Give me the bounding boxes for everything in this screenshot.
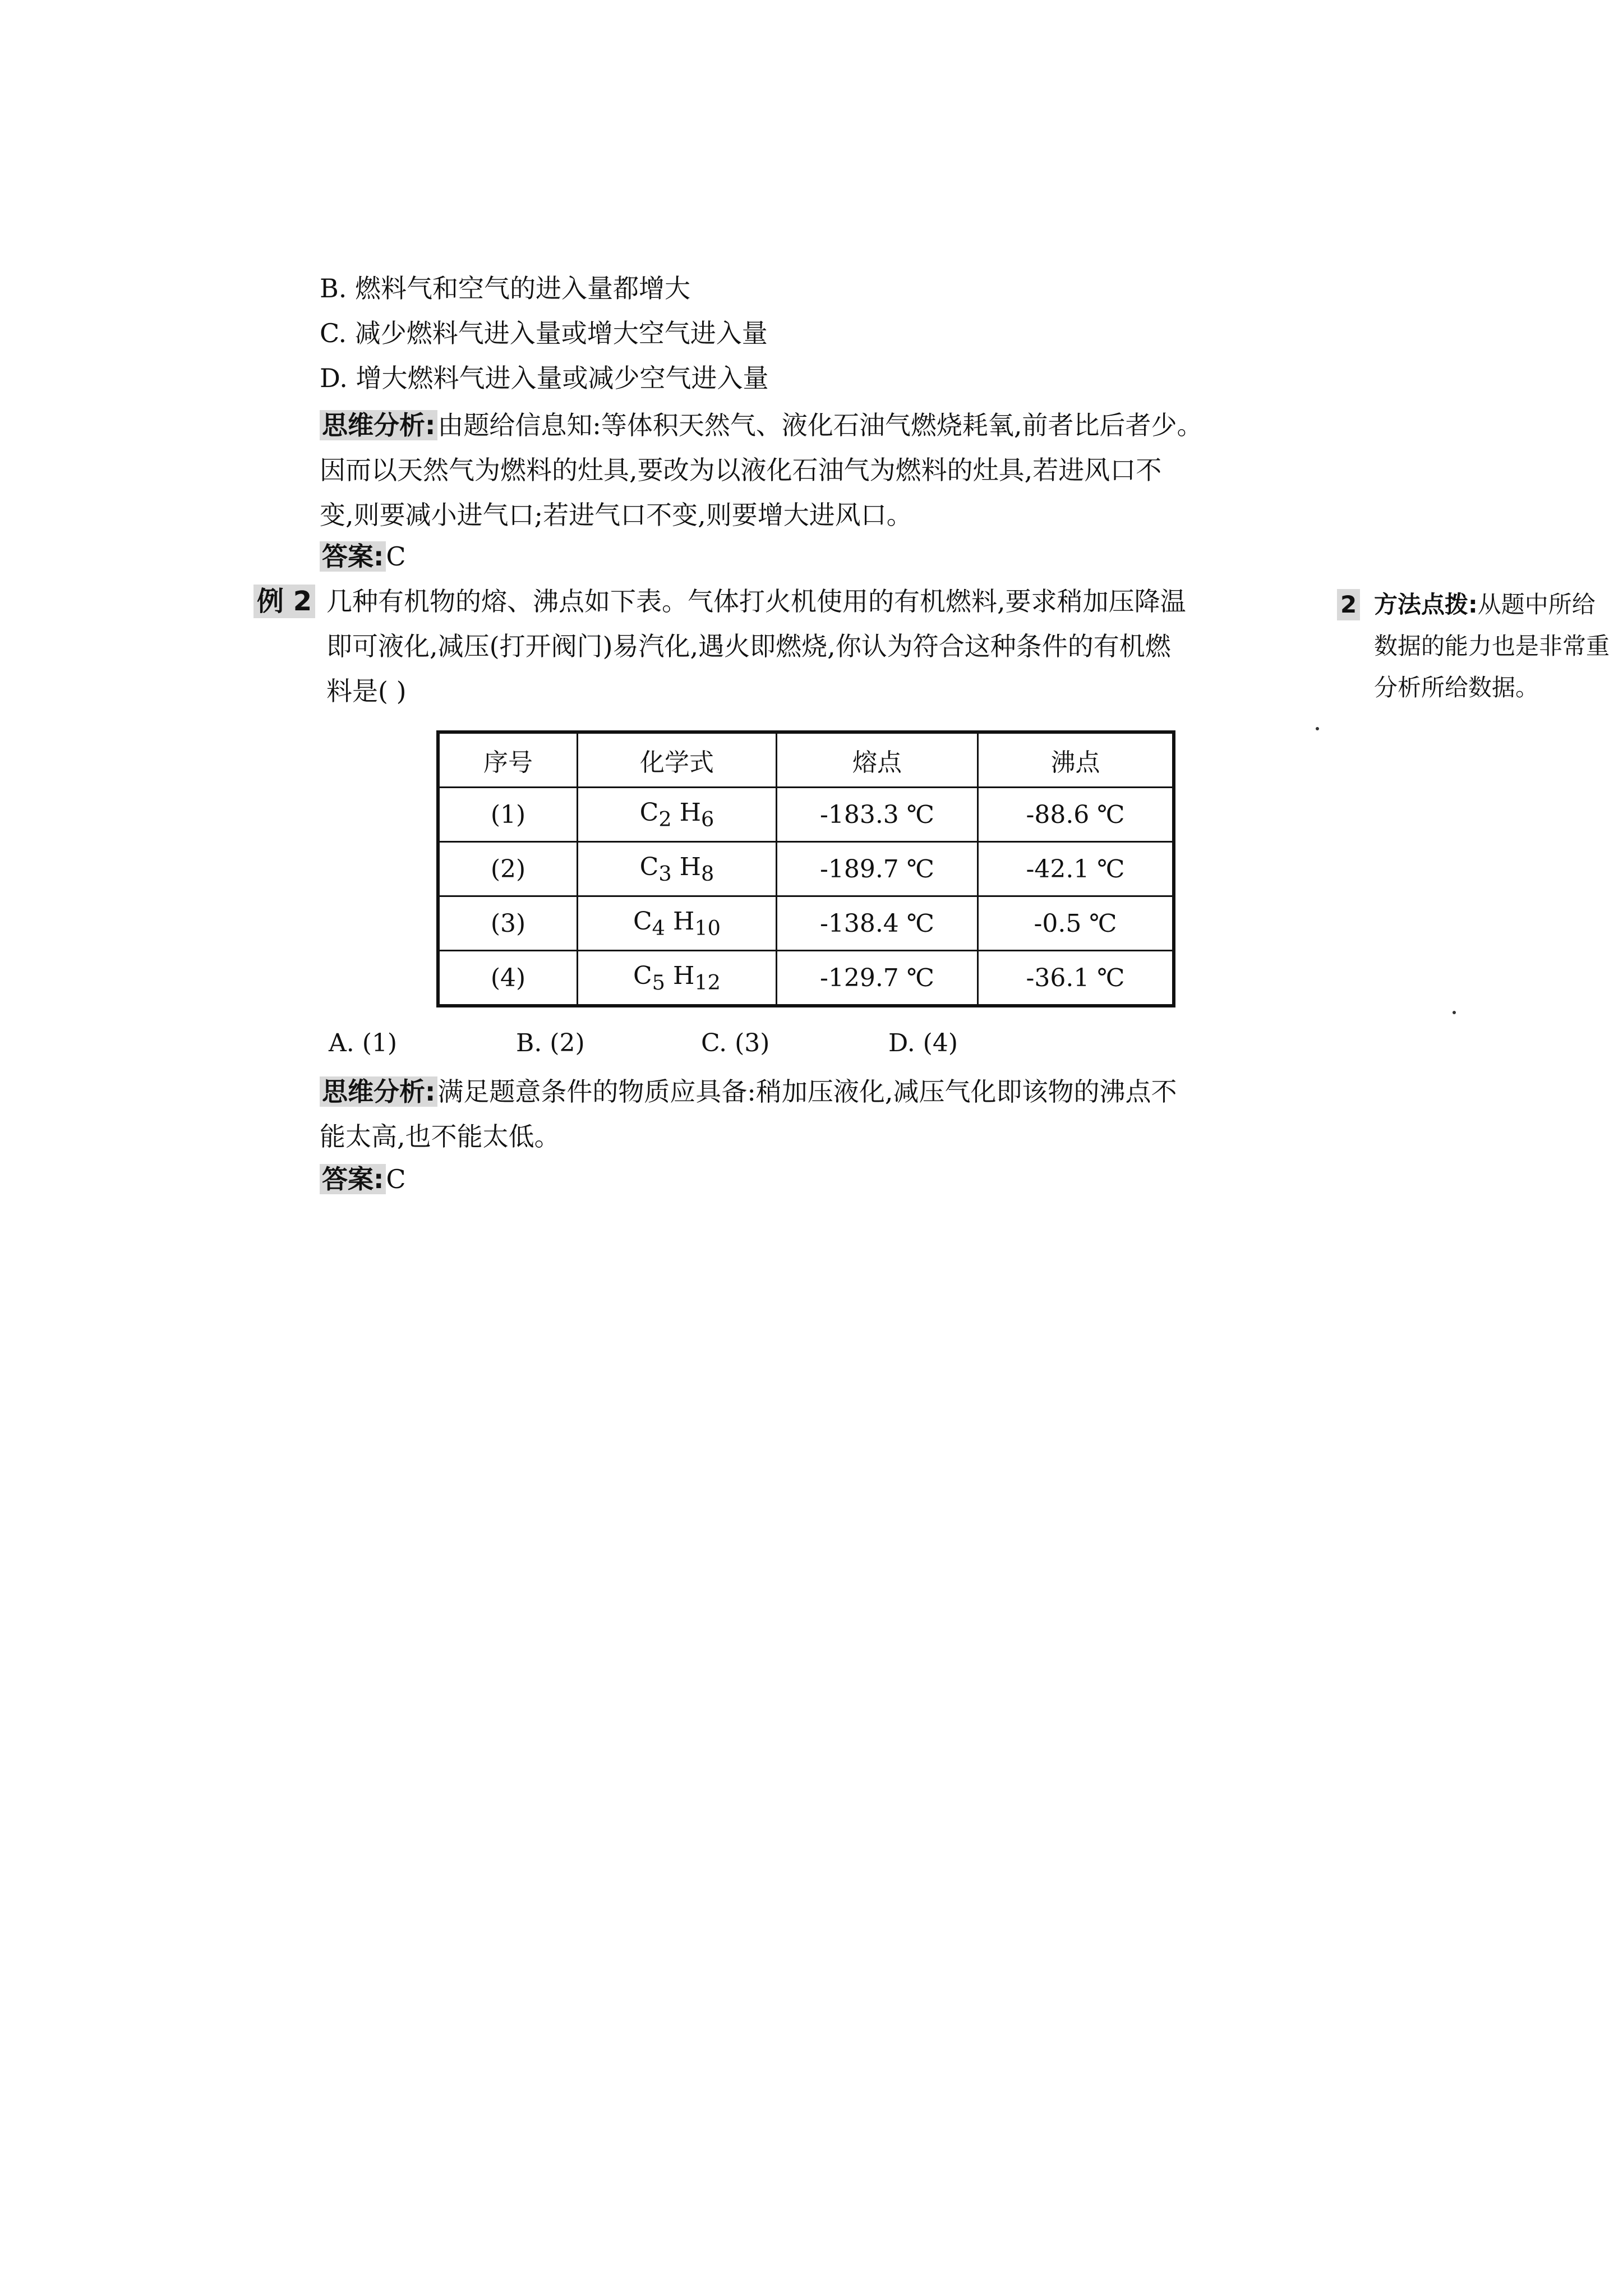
example-2-stem-line-2: 即可液化,减压(打开阀门)易汽化,遇火即燃烧,你认为符合这种条件的有机燃 [326, 631, 1171, 661]
answer-label: 答案: [320, 1164, 386, 1194]
option-c: C. 减少燃料气进入量或增大空气进入量 [320, 318, 768, 348]
example-2-stem-line-1: 几种有机物的熔、沸点如下表。气体打火机使用的有机燃料,要求稍加压降温 [326, 586, 1186, 616]
option-a: A. (1) [329, 1029, 398, 1057]
cell-number: (1) [438, 788, 578, 842]
example-2-stem-line-3: 料是( ) [326, 676, 407, 706]
cell-melting-point: -129.7 ℃ [777, 951, 978, 1006]
table-row [438, 788, 1174, 842]
table-row [438, 842, 1174, 896]
cell-number: (2) [438, 842, 578, 896]
answer-2 [320, 1162, 406, 1196]
cell-melting-point: -138.4 ℃ [777, 896, 978, 951]
cell-formula: $C_2$ $H_6$ [578, 788, 777, 842]
analysis-text: 满足题意条件的物质应具备:稍加压液化,减压气化即该物的沸点不 [437, 1076, 1177, 1107]
cell-boiling-point: -88.6 ℃ [978, 788, 1174, 842]
answer-1 [320, 540, 406, 573]
analysis-1-line-2: 因而以天然气为燃料的灶具,要改为以液化石油气为燃料的灶具,若进风口不 [320, 455, 1162, 485]
analysis-2-line-2: 能太高,也不能太低。 [320, 1121, 560, 1152]
analysis-1-line-1 [320, 408, 1203, 442]
organic-compounds-table [436, 730, 1175, 1007]
header-boiling-point: 沸点 [978, 732, 1174, 788]
table-row [438, 951, 1174, 1006]
method-tip-line-2: 数据的能力也是非常重 [1374, 632, 1610, 660]
analysis-2-line-1 [320, 1075, 1177, 1108]
analysis-label: 思维分析: [320, 410, 437, 440]
cell-number: (3) [438, 896, 578, 951]
analysis-label: 思维分析: [320, 1076, 437, 1107]
example-2-tag: 例 2 [253, 585, 315, 618]
method-tip-tag: 2 [1337, 589, 1360, 620]
answer-label: 答案: [320, 541, 386, 572]
cell-formula: $C_4$ $H_{10}$ [578, 896, 777, 951]
option-c: C. (3) [701, 1029, 770, 1057]
cell-formula: $C_5$ $H_{12}$ [578, 951, 777, 1006]
cell-formula: $C_3$ $H_8$ [578, 842, 777, 896]
header-number: 序号 [438, 732, 578, 788]
scan-speck [1316, 727, 1319, 730]
analysis-1-line-3: 变,则要减小进气口;若进气口不变,则要增大进风口。 [320, 500, 912, 530]
table-header-row [438, 732, 1174, 788]
answer-value: C [386, 1164, 406, 1194]
scan-speck [1453, 1011, 1456, 1014]
cell-boiling-point: -42.1 ℃ [978, 842, 1174, 896]
cell-melting-point: -189.7 ℃ [777, 842, 978, 896]
option-b: B. 燃料气和空气的进入量都增大 [320, 273, 691, 303]
answer-value: C [386, 541, 406, 572]
analysis-text: 由题给信息知:等体积天然气、液化石油气燃烧耗氧,前者比后者少。 [437, 410, 1203, 440]
method-tip-label: 方法点拨: [1374, 591, 1478, 618]
header-melting-point: 熔点 [777, 732, 978, 788]
method-tip-text: 从题中所给 [1477, 591, 1596, 618]
example-2-options [329, 1027, 958, 1060]
table-row [438, 896, 1174, 951]
cell-melting-point: -183.3 ℃ [777, 788, 978, 842]
option-b: B. (2) [516, 1029, 585, 1057]
method-tip-line-3: 分析所给数据。 [1374, 674, 1539, 701]
header-formula: 化学式 [578, 732, 777, 788]
cell-boiling-point: -0.5 ℃ [978, 896, 1174, 951]
option-d: D. 增大燃料气进入量或减少空气进入量 [320, 363, 769, 393]
cell-boiling-point: -36.1 ℃ [978, 951, 1174, 1006]
cell-number: (4) [438, 951, 578, 1006]
option-d: D. (4) [888, 1029, 958, 1057]
method-tip-line-1 [1374, 589, 1596, 620]
